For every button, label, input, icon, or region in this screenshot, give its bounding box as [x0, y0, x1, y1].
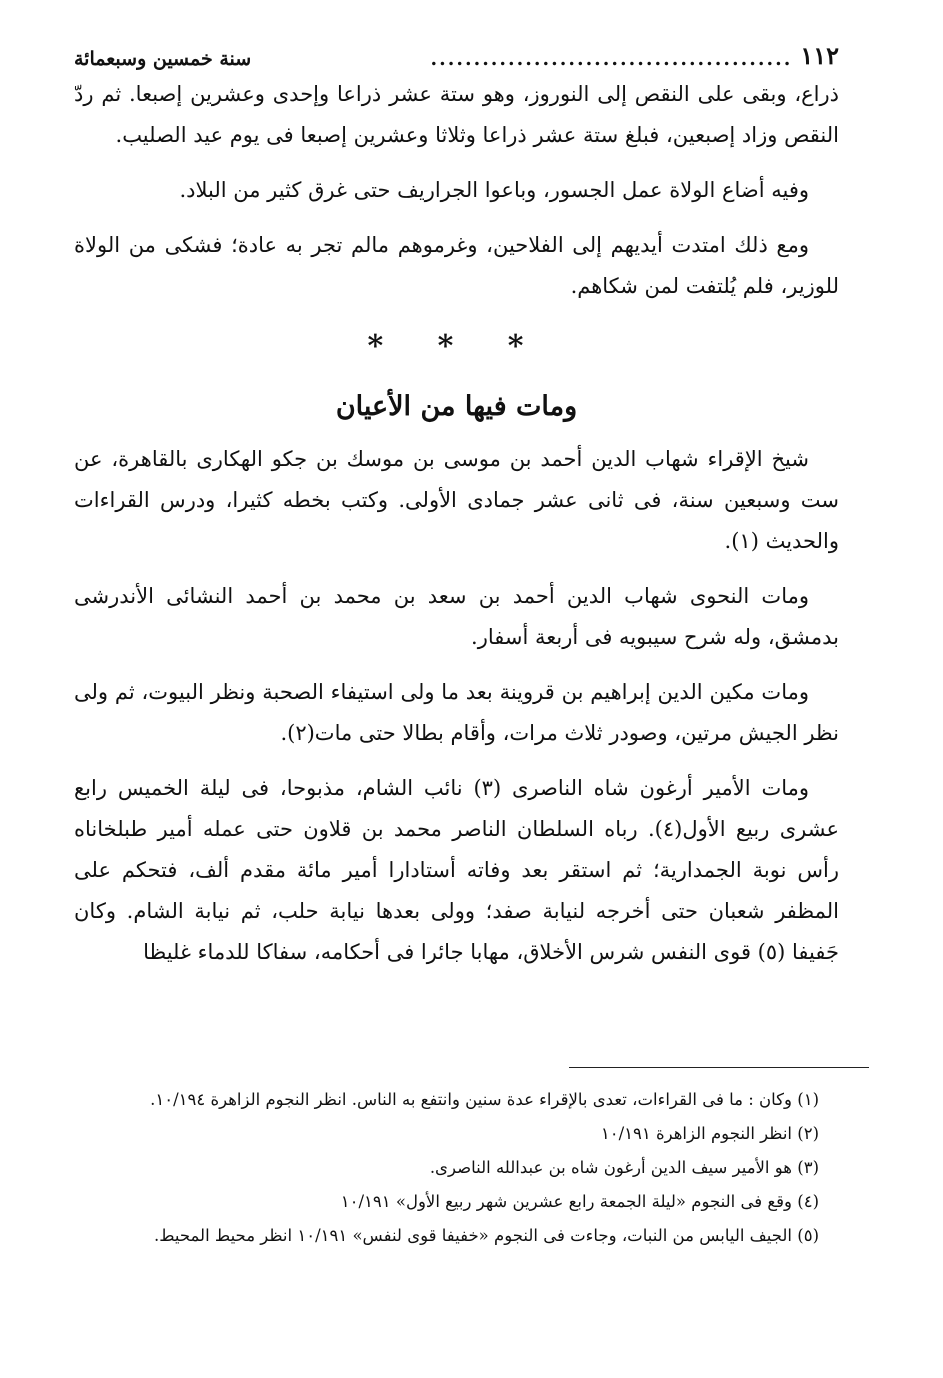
header-leader-dots: ..........................................	[430, 48, 793, 70]
top-paragraphs	[74, 74, 839, 307]
section-title: ومات فيها من الأعيان	[335, 391, 578, 422]
paragraph: ومات الأمير أرغون شاه الناصرى (٣) نائب الشام، مذبوحا، فى ليلة الخميس رابع عشرى ربيع الأول(٤). رباه السلطان الناصر محمد بن قلاون حتى عمله أمير طبلخاناه رأس نوبة الجمدارية؛ ثم استقر بعد وفاته أستادارا أمير مائة مقدم ألف، فتحكم على المظفر شعبان حتى أخرجه لنيابة صفد؛ وولى بعدها نيابة حلب، ثم نيابة الشام. وكان جَفيفا (٥) قوى النفس شرس الأخلاق، مهابا جائرا فى أحكامه، سفاكا للدماء غليظا	[74, 776, 839, 964]
footnote: (١) وكان : ما فى القراءات، تعدى بالإقراء عدة سنين وانتفع به الناس. انظر النجوم الزاهرة ١٠/١٩٤.	[150, 1090, 819, 1109]
paragraph: ومع ذلك امتدت أيديهم إلى الفلاحين، وغرموهم مالم تجر به عادة؛ فشكى من الولاة للوزير، فلم يُلتفت لمن شكاهم.	[74, 233, 839, 298]
footnote: (٤) وقع فى النجوم «ليلة الجمعة رابع عشرين شهر ربيع الأول» ١٠/١٩١	[340, 1192, 819, 1211]
paragraph: ومات النحوى شهاب الدين أحمد بن سعد بن محمد بن أحمد النشائى الأندرشى بدمشق، وله شرح سيبويه فى أربعة أسفار.	[74, 584, 839, 649]
running-header	[74, 30, 839, 70]
page-number: ١١٢	[800, 41, 839, 70]
footnote-divider	[569, 1067, 869, 1068]
section-separator: * * *	[367, 329, 546, 364]
footnote: (٣) هو الأمير سيف الدين أرغون شاه بن عبدالله الناصرى.	[429, 1158, 819, 1177]
page-content	[74, 30, 839, 973]
paragraph: ذراع، وبقى على النقص إلى النوروز، وهو ستة عشر ذراعا وإحدى وعشرين إصبعا. ثم ردّ النقص وزاد إصبعين، فبلغ ستة عشر ذراعا وثلاثا وعشرين إصبعا فى يوم عيد الصليب.	[74, 82, 839, 147]
paragraph: ومات مكين الدين إبراهيم بن قروينة بعد ما ولى استيفاء الصحبة ونظر البيوت، ثم ولى نظر الجيش مرتين، وصودر ثلاث مرات، وأقام بطالا حتى مات(٢).	[74, 680, 839, 745]
section-paragraphs	[74, 439, 839, 973]
footnote: (٢) انظر النجوم الزاهرة ١٠/١٩١	[600, 1124, 819, 1143]
paragraph: وفيه أضاع الولاة عمل الجسور، وباعوا الجراريف حتى غرق كثير من البلاد.	[179, 178, 809, 202]
footnotes	[74, 1083, 839, 1253]
footnote: (٥) الجيف اليابس من النبات، وجاءت فى النجوم «خفيفا قوى لنفس» ١٠/١٩١ انظر محيط المحيط.	[153, 1226, 819, 1245]
running-title: سنة خمسين وسبعمائة	[74, 48, 252, 70]
paragraph: شيخ الإقراء شهاب الدين أحمد بن موسى بن موسك بن جكو الهكارى بالقاهرة، عن ست وسبعين سنة، فى ثانى عشر جمادى الأولى. وكتب بخطه كثيرا، ودرس القراءات والحديث (١).	[74, 447, 839, 553]
